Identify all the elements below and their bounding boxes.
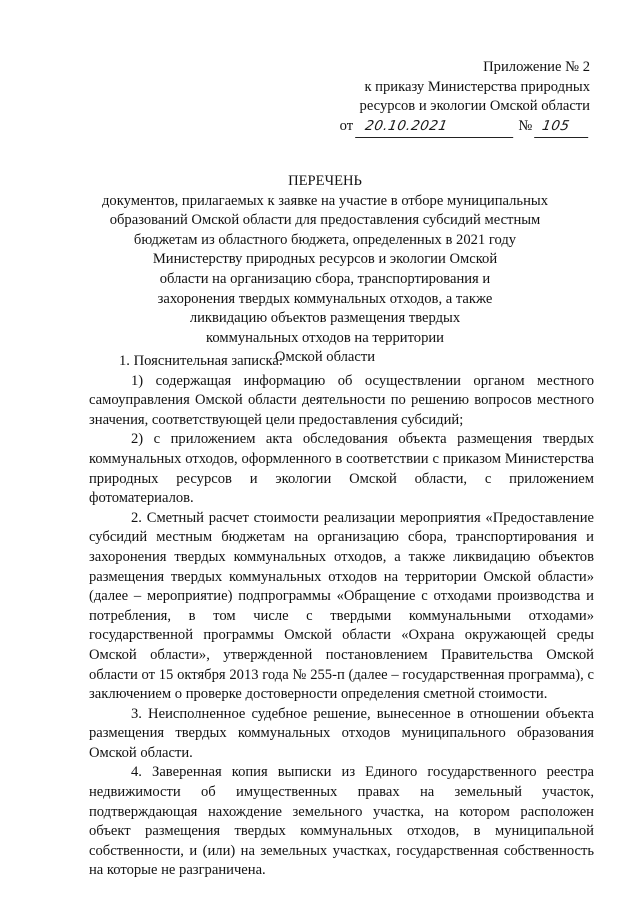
item-4: 4. Заверенная копия выписки из Единого государственного реестра недвижимости об имущественных правах на земельный участок, подтверждающая нахождение земельного участка, на котором расположен объект размещения твердых коммунальных отходов, в муниципальной собственности, и (или) на земельных участках, государственная собственность на которые не разграничена. xyxy=(89,764,594,879)
item-1-heading: 1. Пояснительная записка: xyxy=(119,353,283,369)
annex-header xyxy=(340,58,590,137)
item-2: 2. Сметный расчет стоимости реализации мероприятия «Предоставление субсидий местным бюджетам на организацию сбора, транспортирования и захоронения твердых коммунальных отходов, а также ликвидацию объектов размещения твердых коммунальных отходов на территории Омской области» (далее – мероприятие) подпрограммы «Обращение с отходами производства и потребления, в том числе с твердыми коммунальными отходами» государственной программы Омской области «Охрана окружающей среды Омской области», утвержденной постановлением Правительства Омской области от 15 октября 2013 года № 255-п (далее – государственная программа), с заключением о проверке достоверности определения сметной стоимости. xyxy=(89,509,594,703)
document-title xyxy=(60,172,590,368)
title-line: коммунальных отходов на территории xyxy=(205,329,444,346)
number-prefix: № xyxy=(518,117,533,134)
title-line: образований Омской области для предоставления субсидий местным xyxy=(109,212,541,229)
title-line: документов, прилагаемых к заявке на участие в отборе муниципальных xyxy=(102,192,548,209)
document-body xyxy=(89,352,594,881)
title-line: захоронения твердых коммунальных отходов, а также xyxy=(157,290,493,307)
annex-order-ref: к приказу Министерства природных xyxy=(364,78,590,95)
annex-number: Приложение № 2 xyxy=(483,59,590,75)
annex-date-row xyxy=(340,117,590,138)
title-line: области на организацию сбора, транспортирования и xyxy=(159,270,491,287)
title-line: Омской области xyxy=(274,349,376,366)
item-3: 3. Неисполненное судебное решение, вынесенное в отношении объекта размещения твердых коммунальных отходов муниципального образования Омской области. xyxy=(89,705,594,761)
title-line: Министерству природных ресурсов и экологии Омской xyxy=(152,251,498,268)
annex-ministry: ресурсов и экологии Омской области xyxy=(359,98,590,114)
item-1-sub-2: 2) с приложением акта обследования объекта размещения твердых коммунальных отходов, оформленного в соответствии с приказом Министерства природных ресурсов и экологии Омской области, с приложением фотоматериалов. xyxy=(89,431,594,507)
handwritten-number: 105 xyxy=(534,117,592,138)
title-heading: ПЕРЕЧЕНЬ xyxy=(288,173,362,189)
handwritten-date: 20.10.2021 xyxy=(355,117,517,138)
item-1-sub-1: 1) содержащая информацию об осуществлении органом местного самоуправления Омской области деятельности по решению вопросов местного значения, соответствующей цели предоставления субсидий; xyxy=(89,372,594,428)
title-line: бюджетам из областного бюджета, определенных в 2021 году xyxy=(133,231,517,248)
title-line: ликвидацию объектов размещения твердых xyxy=(189,310,461,327)
date-prefix: от xyxy=(339,117,354,134)
